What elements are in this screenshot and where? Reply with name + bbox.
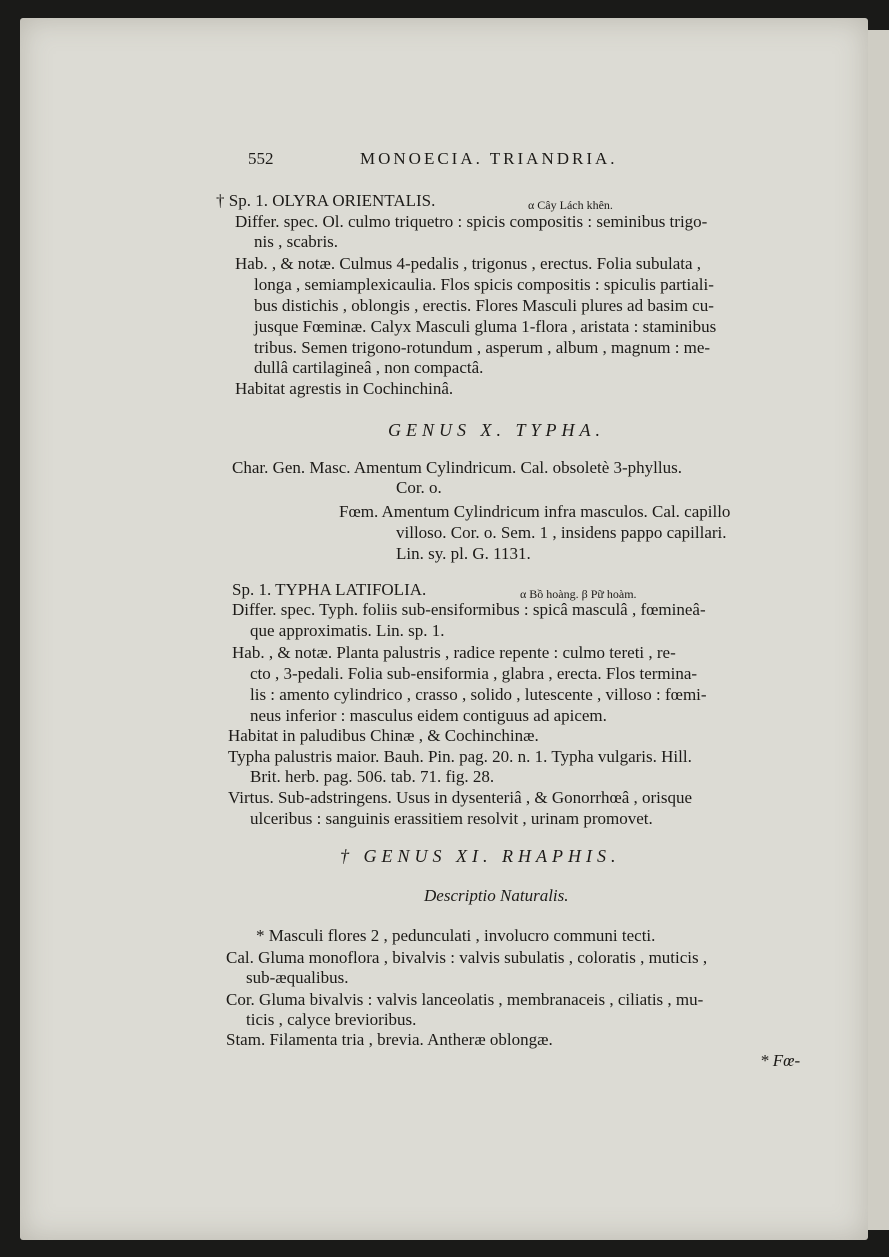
rhaphis-line: Cal. Gluma monoflora , bivalvis : valvis subulatis , coloratis , muticis , <box>226 948 708 967</box>
book-page <box>20 18 868 1240</box>
typha-line: Brit. herb. pag. 506. tab. 71. fig. 28. <box>250 767 495 786</box>
typha-species-line: Sp. 1. TYPHA LATIFOLIA. <box>232 580 427 599</box>
typha-line: Habitat in paludibus Chinæ , & Cochinchinæ. <box>228 726 539 745</box>
olyra-line: Hab. , & notæ. Culmus 4-pedalis , trigonus , erectus. Folia subulata , <box>235 254 702 273</box>
olyra-line: nis , scabris. <box>254 232 339 251</box>
typha-line: Differ. spec. Typh. foliis sub-ensiformibus : spicâ masculâ , fœmineâ- <box>232 600 706 619</box>
olyra-species-line: † Sp. 1. OLYRA ORIENTALIS. <box>216 191 436 210</box>
olyra-habitat: Habitat agrestis in Cochinchinâ. <box>235 379 454 398</box>
rhaphis-line: Stam. Filamenta tria , brevia. Antheræ oblongæ. <box>226 1030 553 1049</box>
olyra-line: bus distichis , oblongis , erectis. Flores Masculi plures ad basim cu- <box>254 296 714 315</box>
running-title: MONOECIA. TRIANDRIA. <box>360 149 618 168</box>
page-number: 552 <box>248 149 274 168</box>
typha-line: Typha palustris maior. Bauh. Pin. pag. 20. n. 1. Typha vulgaris. Hill. <box>228 747 692 766</box>
typha-char: Char. Gen. Masc. Amentum Cylindricum. Cal. obsoletè 3-phyllus. <box>232 458 682 477</box>
rhaphis-line: ticis , calyce brevioribus. <box>246 1010 417 1029</box>
olyra-vernacular: α Cây Lách khên. <box>528 198 613 212</box>
rhaphis-line: Cor. Gluma bivalvis : valvis lanceolatis , membranaceis , ciliatis , mu- <box>226 990 704 1009</box>
genus-rhaphis-title: † GENUS XI. RHAPHIS. <box>340 846 621 866</box>
typha-line: Virtus. Sub-adstringens. Usus in dysenteriâ , & Gonorrhœâ , orisque <box>228 788 693 807</box>
typha-line: lis : amento cylindrico , crasso , solido , lutescente , villoso : fœmi- <box>250 685 707 704</box>
next-page-edge <box>868 30 889 1230</box>
olyra-line: Differ. spec. Ol. culmo triquetro : spicis compositis : seminibus trigo- <box>235 212 708 231</box>
typha-line: ulceribus : sanguinis erassitiem resolvit , urinam promovet. <box>250 809 653 828</box>
typha-char: Fœm. Amentum Cylindricum infra masculos. Cal. capillo <box>339 502 731 521</box>
typha-char: Cor. o. <box>396 478 442 497</box>
olyra-line: tribus. Semen trigono-rotundum , asperum , album , magnum : me- <box>254 338 711 357</box>
typha-line: cto , 3-pedali. Folia sub-ensiformia , glabra , erecta. Flos termina- <box>250 664 698 683</box>
rhaphis-line: sub-æqualibus. <box>246 968 349 987</box>
typha-line: Hab. , & notæ. Planta palustris , radice repente : culmo tereti , re- <box>232 643 676 662</box>
typha-char: villoso. Cor. o. Sem. 1 , insidens pappo capillari. <box>396 523 727 542</box>
typha-line: que approximatis. Lin. sp. 1. <box>250 621 445 640</box>
genus-typha-title: GENUS X. TYPHA. <box>388 420 606 440</box>
typha-vernacular: α Bồ hoàng. β Pữ hoàm. <box>520 587 637 601</box>
olyra-line: dullâ cartilagineâ , non compactâ. <box>254 358 484 377</box>
rhaphis-line: * Masculi flores 2 , pedunculati , involucro communi tecti. <box>256 926 656 945</box>
typha-line: neus inferior : masculus eidem contiguus ad apicem. <box>250 706 607 725</box>
typha-char: Lin. sy. pl. G. 1131. <box>396 544 531 563</box>
olyra-line: jusque Fœminæ. Calyx Masculi gluma 1-flora , aristata : staminibus <box>254 317 717 336</box>
description-subtitle: Descriptio Naturalis. <box>424 886 569 905</box>
catchword: * Fœ- <box>760 1051 801 1070</box>
page-text <box>20 18 868 1240</box>
olyra-line: longa , semiamplexicaulia. Flos spicis compositis : spiculis partiali- <box>254 275 714 294</box>
